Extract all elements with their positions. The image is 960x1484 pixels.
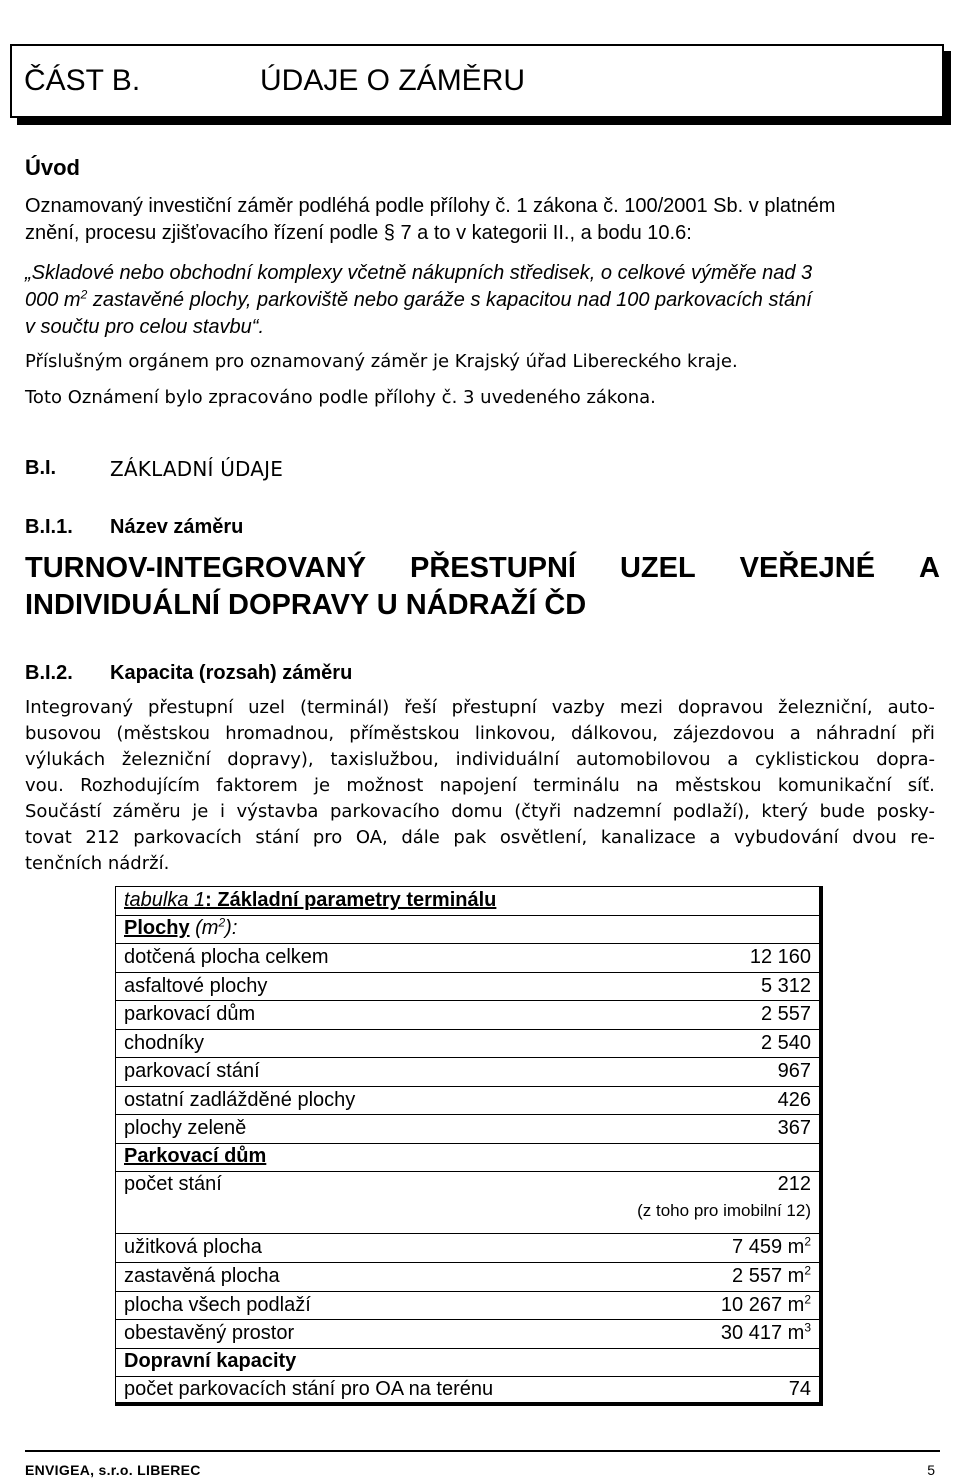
paragraph-word: auto-: [887, 697, 935, 718]
part-title: ÚDAJE O ZÁMĚRU: [260, 64, 526, 97]
paragraph-word: dálkovou,: [570, 723, 658, 744]
paragraph-word: osvětlení,: [499, 827, 588, 848]
row-label: dotčená plocha celkem: [124, 946, 329, 968]
paragraph-word: mezi: [619, 697, 663, 718]
paragraph-word: vou.: [25, 775, 64, 796]
paragraph-word: taxislužbou,: [330, 749, 439, 770]
paragraph-word: (městskou: [116, 723, 211, 744]
parameters-table: [115, 886, 823, 1406]
annex-paragraph: Toto Oznámení bylo zpracováno podle přílohy č. 3 uvedeného zákona.: [25, 387, 656, 408]
paragraph-word: výlukách: [25, 749, 106, 770]
paragraph-word: je: [314, 775, 331, 796]
paragraph-word: posky-: [876, 801, 935, 822]
paragraph-word: (čtyři: [514, 801, 562, 822]
subsection-1-title: Název záměru: [110, 516, 244, 538]
quote-line2: 000 $m^2$ zastavěné plochy, parkoviště nebo garáže s kapacitou nad 100 parkovacích stání: [25, 287, 812, 311]
project-name-line2: INDIVIDUÁLNÍ DOPRAVY U NÁDRAŽÍ ČD: [25, 589, 587, 621]
row-label: zastavěná plocha: [124, 1264, 280, 1287]
subsection-2-title: Kapacita (rozsah) záměru: [110, 662, 353, 684]
paragraph-word: dopravou: [677, 697, 764, 718]
intro-paragraph-line1: Oznamovaný investiční záměr podléhá podle přílohy č. 1 zákona č. 100/2001 Sb. v platném: [25, 195, 836, 217]
project-name-line1: [25, 550, 940, 587]
table-row: [116, 1000, 819, 1030]
page-number: 5: [927, 1462, 935, 1478]
paragraph-word: domu: [451, 801, 503, 822]
paragraph-word: podlaží),: [672, 801, 750, 822]
paragraph-word: náhradní: [815, 723, 896, 744]
row-label: chodníky: [124, 1031, 205, 1054]
paragraph-word: zájezdovou: [673, 723, 775, 744]
paragraph-word: 212: [85, 827, 120, 848]
table-row: [116, 1262, 819, 1292]
section-title: ZÁKLADNÍ ÚDAJE: [110, 457, 284, 481]
table-row: [116, 1233, 819, 1263]
table-row: [116, 1114, 819, 1144]
row-label: plochy zeleně: [124, 1117, 247, 1139]
paragraph-word: bude: [819, 801, 865, 822]
row-value: 5 312: [760, 974, 811, 997]
paragraph-word: dále: [401, 827, 440, 848]
row-label: užitková plocha: [124, 1236, 262, 1258]
paragraph-word: individuální: [455, 749, 560, 770]
paragraph-word: příměstskou: [349, 723, 460, 744]
part-heading-box: [10, 44, 944, 118]
table-row: [116, 1086, 819, 1116]
project-name-word: VEŘEJNÉ: [739, 552, 876, 584]
paragraph-word: Rozhodujícím: [80, 775, 200, 796]
paragraph-word: možnost: [346, 775, 424, 796]
subsection-2-number: B.I.2.: [25, 662, 73, 684]
row-value: 426: [777, 1088, 811, 1111]
authority-paragraph: Příslušným orgánem pro oznamovaný záměr je Krajský úřad Libereckého kraje.: [25, 351, 738, 372]
row-label: asfaltové plochy: [124, 974, 268, 997]
paragraph-word: záměru: [112, 801, 181, 822]
paragraph-word: Integrovaný: [25, 697, 134, 718]
paragraph-word: železniční: [121, 749, 211, 770]
project-name-word: TURNOV-INTEGROVANÝ: [25, 552, 367, 584]
paragraph-word: pak: [453, 827, 487, 848]
row-label: obestavěný prostor: [124, 1322, 295, 1345]
paragraph-word: cyklistickou: [755, 749, 860, 770]
paragraph-word: dopravy),: [227, 749, 314, 770]
paragraph-word: výstavba: [236, 801, 319, 822]
paragraph-word: železniční,: [778, 697, 873, 718]
paragraph-word: stání: [255, 827, 300, 848]
project-name-word: UZEL: [619, 552, 696, 584]
subsection-1-number: B.I.1.: [25, 516, 73, 538]
paragraph-line: [25, 749, 935, 770]
paragraph-word: nadzemní: [572, 801, 662, 822]
paragraph-word: parkovacího: [330, 801, 440, 822]
paragraph-word: dvou: [852, 827, 897, 848]
paragraph-word: a: [727, 749, 739, 770]
paragraph-word: komunikační: [777, 775, 892, 796]
paragraph-word: terminálu: [533, 775, 620, 796]
row-value: 12 160: [749, 946, 811, 968]
paragraph-word: busovou: [25, 723, 102, 744]
row-label: ostatní zadlážděné plochy: [124, 1088, 356, 1111]
row-label: parkovací dům: [124, 1003, 256, 1025]
paragraph-word: dopra-: [876, 749, 935, 770]
table-section-dum: Parkovací dům: [116, 1143, 819, 1172]
paragraph-word: pro: [312, 827, 343, 848]
part-label: ČÁST B.: [24, 64, 141, 97]
project-name-word: PŘESTUPNÍ: [410, 552, 576, 584]
paragraph-word: a: [709, 827, 721, 848]
paragraph-line: [25, 853, 935, 874]
paragraph-word: kanalizace: [600, 827, 696, 848]
paragraph-word: tovat: [25, 827, 72, 848]
paragraph-word: faktorem: [216, 775, 298, 796]
paragraph-word: je: [192, 801, 209, 822]
footer-company: ENVIGEA, s.r.o. LIBEREC: [25, 1462, 201, 1478]
paragraph-word: při: [911, 723, 935, 744]
paragraph-word: síť.: [907, 775, 935, 796]
paragraph-word: na: [636, 775, 659, 796]
section-number: B.I.: [25, 457, 57, 479]
quote-line1: „Skladové nebo obchodní komplexy včetně nákupních středisek, o celkové výměře nad 3: [25, 262, 813, 284]
paragraph-word: OA,: [355, 827, 388, 848]
paragraph-word: řeší: [404, 697, 437, 718]
table-row: [116, 943, 819, 973]
paragraph-word: který: [761, 801, 809, 822]
paragraph-word: přestupní: [147, 697, 234, 718]
paragraph-line: [25, 697, 935, 718]
paragraph-word: re-: [910, 827, 935, 848]
paragraph-word: tenčních nádrží.: [25, 853, 170, 874]
paragraph-word: uzel: [248, 697, 286, 718]
paragraph-word: napojení: [439, 775, 517, 796]
row-value: 967: [777, 1060, 811, 1082]
table-section-kapacity: Dopravní kapacity: [116, 1348, 819, 1377]
paragraph-word: přestupní: [451, 697, 537, 718]
paragraph-word: linkovou,: [474, 723, 556, 744]
row-value: 7 459 $m^2$: [732, 1234, 811, 1258]
row-label: parkovací stání: [124, 1060, 260, 1082]
paragraph-word: a: [789, 723, 801, 744]
row-label: plocha všech podlaží: [124, 1293, 311, 1316]
table-row: [116, 1319, 819, 1349]
row-value: 367: [777, 1117, 811, 1139]
row-value: 2 557 $m^2$: [732, 1263, 811, 1287]
row-value: 2 557: [760, 1003, 811, 1025]
table-caption: tabulka 1: Základní parametry terminálu: [116, 887, 819, 916]
table-row: [116, 1291, 819, 1321]
paragraph-word: městskou: [674, 775, 762, 796]
paragraph-line: [25, 723, 935, 744]
paragraph-word: hromadnou,: [225, 723, 335, 744]
table-row: [116, 972, 819, 1002]
table-row: [116, 1029, 819, 1059]
paragraph-word: vybudování: [734, 827, 839, 848]
paragraph-word: (terminál): [299, 697, 390, 718]
row-value: 30 417 $m^3$: [720, 1320, 811, 1345]
table-row: [116, 1057, 819, 1087]
paragraph-word: parkovacích: [133, 827, 242, 848]
paragraph-line: [25, 827, 935, 848]
paragraph-line: [25, 801, 935, 822]
intro-heading: Úvod: [25, 155, 80, 180]
table-row: počet parkovacích stání pro OA na terénu 74: [124, 1378, 811, 1400]
project-name-word: A: [919, 552, 940, 584]
table-section-plochy: Plochy $(m^2)$:: [116, 915, 819, 944]
quote-line3: v součtu pro celou stavbu“.: [25, 316, 265, 338]
row-value: 2 540: [760, 1031, 811, 1054]
row-value: 10 267 $m^2$: [720, 1291, 811, 1316]
paragraph-word: automobilovou: [576, 749, 711, 770]
project-name: [25, 550, 940, 624]
table-row: počet stání 212 (z toho pro imobilní 12): [116, 1171, 819, 1234]
paragraph-word: vazby: [551, 697, 605, 718]
paragraph-line: [25, 775, 935, 796]
footer-divider: [25, 1450, 940, 1452]
intro-paragraph-line2: znění, procesu zjišťovacího řízení podle § 7 a to v kategorii II., a bodu 10.6:: [25, 222, 692, 244]
paragraph-word: Součástí: [25, 801, 102, 822]
paragraph-word: i: [219, 801, 225, 822]
